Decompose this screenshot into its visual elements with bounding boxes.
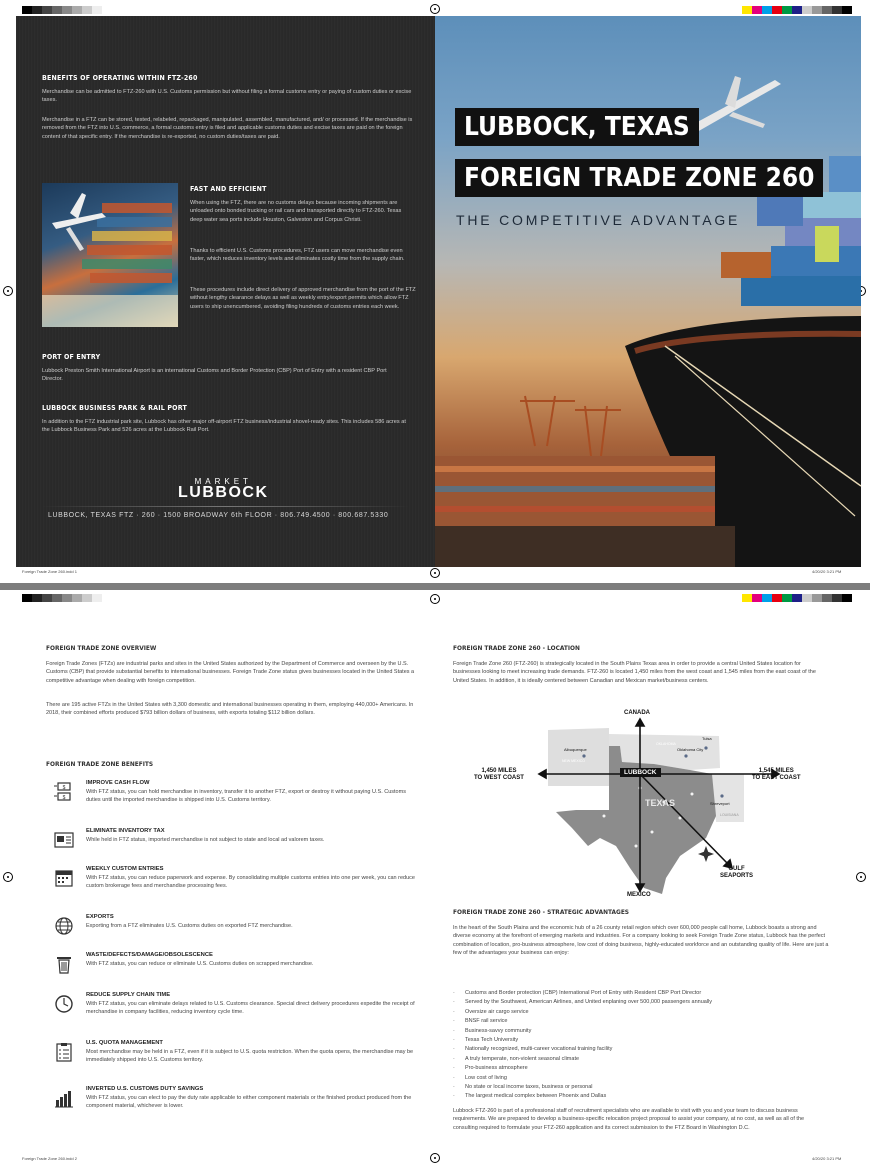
calendar-icon bbox=[54, 868, 74, 888]
registration-mark-icon bbox=[856, 872, 866, 882]
benefit-title: WEEKLY CUSTOM ENTRIES bbox=[86, 866, 164, 872]
benefit-item bbox=[54, 866, 414, 896]
benefit-item bbox=[54, 828, 414, 858]
clipboard-icon bbox=[54, 1042, 74, 1062]
advantage-item: · A truly temperate, non-violent seasonal climate bbox=[453, 1055, 833, 1064]
west-coast-label: 1,450 MILES TO WEST COAST bbox=[474, 768, 524, 781]
benefit-text: With FTZ status, you can eliminate delays related to U.S. Customs clearance. Special direct delivery procedures expedite the receipt of merchandise in company facilities, reducing inventory cycle time. bbox=[86, 1001, 415, 1016]
registration-mark-icon bbox=[430, 568, 440, 578]
brochure-inside-spread bbox=[0, 590, 870, 1165]
benefit-text: With FTZ status, you can reduce paperwork and expense. By consolidating multiple customs entries into one per week, you can reduce custom brokerage fees and merchandise processing fees. bbox=[86, 875, 415, 890]
location-map bbox=[444, 710, 824, 908]
registration-mark-icon bbox=[430, 1153, 440, 1163]
cover-tagline: THE COMPETITIVE ADVANTAGE bbox=[456, 212, 741, 228]
gulf-seaports-label: GULF SEAPORTS bbox=[720, 866, 754, 879]
registration-mark-icon bbox=[430, 594, 440, 604]
benefit-title: IMPROVE CASH FLOW bbox=[86, 780, 150, 786]
advantage-item: · Served by the Southwest, American Airlines, and United enplaning over 500,000 passengers annually bbox=[453, 998, 833, 1007]
texas-label: TEXAS bbox=[645, 798, 676, 808]
advantage-item: · Customs and Border protection (CBP) International Port of Entry with Resident CBP Port Director bbox=[453, 989, 833, 998]
region-label-oklahoma: OKLAHOMA bbox=[656, 742, 676, 746]
port-of-entry-heading: PORT OF ENTRY bbox=[42, 353, 101, 361]
city-label-oklahoma-city: Oklahoma City bbox=[677, 747, 704, 752]
city-label-albuquerque: Albuquerque bbox=[564, 747, 587, 752]
advantage-item: · Oversize air cargo service bbox=[453, 1008, 833, 1017]
lubbock-marker: LUBBOCK bbox=[620, 768, 661, 777]
city-label-tulsa: Tulsa bbox=[702, 736, 712, 741]
print-slug-file: Foreign Trade Zone 260.indd 2 bbox=[22, 1156, 77, 1161]
strategic-heading: FOREIGN TRADE ZONE 260 - STRATEGIC ADVANTAGES bbox=[453, 908, 630, 916]
grayscale-color-bar bbox=[22, 594, 102, 604]
overview-heading: FOREIGN TRADE ZONE OVERVIEW bbox=[46, 644, 157, 652]
advantage-item: · Nationally recognized, multi-career vocational training facility bbox=[453, 1045, 833, 1054]
benefit-text: While held in FTZ status, imported merchandise is not subject to state and local ad valorem taxes. bbox=[86, 837, 325, 843]
advantage-item: · BNSF rail service bbox=[453, 1017, 833, 1026]
clock-icon bbox=[54, 994, 74, 1014]
cover-title-line-1: LUBBOCK, TEXAS bbox=[455, 108, 699, 146]
spread-area bbox=[16, 16, 861, 567]
contact-line: LUBBOCK, TEXAS FTZ · 260 · 1500 BROADWAY 6th FLOOR · 806.749.4500 · 800.687.5330 bbox=[48, 512, 389, 519]
advantage-item: · Texas Tech University bbox=[453, 1036, 833, 1045]
benefits-heading: BENEFITS OF OPERATING WITHIN FTZ-260 bbox=[42, 74, 198, 82]
cmyk-color-bar bbox=[742, 6, 852, 16]
benefit-text: With FTZ status, you can reduce or eliminate U.S. Customs duties on scrapped merchandise. bbox=[86, 961, 314, 967]
business-park-heading: LUBBOCK BUSINESS PARK & RAIL PORT bbox=[42, 404, 187, 412]
advantages-list bbox=[453, 989, 833, 1102]
registration-mark-icon bbox=[3, 286, 13, 296]
city-label-shreveport: Shreveport bbox=[710, 801, 730, 806]
advantage-item: · Low cost of living bbox=[453, 1074, 833, 1083]
benefit-title: U.S. QUOTA MANAGEMENT bbox=[86, 1040, 163, 1046]
airplane-icon bbox=[690, 76, 781, 132]
closing-paragraph: Lubbock FTZ-260 is part of a professional staff of recruitment specialists who are available to visit with you and your team to discuss business requirements. We are prepared to develop a business-specific relocation project proposal to assist your company, at no cost, as well as all of the consulting required to formulate your FTZ-260 application and its correct submission to the FTZ Board in Washington D.C. bbox=[453, 1108, 805, 1131]
benefit-title: WASTE/DEFECTS/DAMAGE/OBSOLESCENCE bbox=[86, 952, 213, 958]
benefits-paragraph-2: Merchandise in a FTZ can be stored, tested, relabeled, repackaged, manipulated, assembled, manufactured, and/ or processed. If the merchandise is removed from the FTZ into U.S. commerce, a formal customs entry is filed and applicable customs duties and excise taxes are paid on the foreign content of that specific entry. If the merchandise is re-exported, no custom duties/taxes are paid. bbox=[42, 117, 413, 140]
back-panel bbox=[16, 16, 435, 567]
overview-paragraph-1: Foreign Trade Zones (FTZs) are industrial parks and sites in the United States authorized by the Department of Commerce and overseen by the U.S. Customs (CBP) that provide substantial benefits to international businesses. Foreign Trade Zone status gives businesses located in the United States a competitive advantage when dealing with foreign competition. bbox=[46, 661, 415, 684]
region-label-louisiana: LOUISIANA bbox=[720, 813, 739, 817]
cover-title-line-2: FOREIGN TRADE ZONE 260 bbox=[455, 159, 823, 197]
overview-paragraph-2: There are 195 active FTZs in the United States with 3,300 domestic and international businesses operating in them, employing 440,000+ Americans. In 2018, their combined efforts produced $793 billion dollars of business, with exports totaling $112 billion dollars. bbox=[46, 702, 414, 717]
benefit-text: Most merchandise may be held in a FTZ, even if it is subject to U.S. quota restriction. When the quota opens, the merchandise may be immediately shipped into U.S. Customs territory. bbox=[86, 1049, 414, 1064]
trash-icon bbox=[54, 954, 74, 974]
strategic-paragraph: In the heart of the South Plains and the economic hub of a 26 county retail region which over 600,000 people call home, Lubbock boasts a strong and diverse economy at the forefront of emerging markets and industries. For a company looking to seek Foreign Trade Zone status, Lubbock has the perfect combination of location, pro-business atmosphere, low cost of doing business, highly-educated workforce and an outstanding quality of life. Here are just a few of the advantages your business can enjoy: bbox=[453, 925, 829, 956]
fast-paragraph-2: Thanks to efficient U.S. Customs procedures, FTZ users can move merchandise even faster, which reduces inventory levels and eliminates costly time from the supply chain. bbox=[190, 248, 405, 263]
benefit-item bbox=[54, 1040, 414, 1070]
registration-mark-icon bbox=[430, 4, 440, 14]
benefit-title: INVERTED U.S. CUSTOMS DUTY SAVINGS bbox=[86, 1086, 204, 1092]
inside-spread-area bbox=[14, 604, 856, 1151]
cargo-ship-airplane-image bbox=[42, 183, 178, 327]
canada-label: CANADA bbox=[624, 710, 650, 716]
benefit-item bbox=[54, 952, 414, 982]
benefit-item bbox=[54, 780, 414, 810]
advantage-item: · Business-savvy community bbox=[453, 1027, 833, 1036]
front-cover bbox=[435, 16, 861, 567]
registration-mark-icon bbox=[3, 872, 13, 882]
advantage-item: · Pro-business atmosphere bbox=[453, 1064, 833, 1073]
benefit-item bbox=[54, 1086, 414, 1116]
mexico-label: MEXICO bbox=[627, 892, 651, 898]
svg-text:$: $ bbox=[62, 785, 66, 791]
advantage-item: · The largest medical complex between Phoenix and Dallas bbox=[453, 1092, 833, 1101]
grayscale-color-bar bbox=[22, 6, 102, 16]
print-slug-date: 4/20/20 3:21 PM bbox=[812, 569, 842, 574]
benefits-paragraph-1: Merchandise can be admitted to FTZ-260 with U.S. Customs permission but without filing a formal customs entry or paying of custom duties or excise taxes. bbox=[42, 89, 412, 104]
tax-icon bbox=[54, 830, 74, 850]
benefit-title: REDUCE SUPPLY CHAIN TIME bbox=[86, 992, 171, 998]
port-paragraph: Lubbock Preston Smith International Airport is an international Customs and Border Protection (CBP) Port of Entry with a resident CBP Port Director. bbox=[42, 368, 387, 383]
business-park-paragraph: In addition to the FTZ industrial park site, Lubbock has other major off-airport FTZ business/industrial shovel-ready sites. This includes 586 acres at the Lubbock Business Park and 526 acres at the Lubbock Rail Port. bbox=[42, 419, 406, 434]
benefit-title: EXPORTS bbox=[86, 914, 114, 920]
fast-paragraph-3: These procedures include direct delivery of approved merchandise from the port of the FTZ without lengthy clearance delays as well as weekly entry/export permits which allow FTZ users to ship unencumbered, avoiding filing hundreds of customs entries each week. bbox=[190, 287, 416, 310]
benefit-text: Exporting from a FTZ eliminates U.S. Customs duties on exported FTZ merchandise. bbox=[86, 923, 293, 929]
region-label-new-mexico: NEW MEXICO bbox=[562, 759, 585, 763]
east-coast-label: 1,545 MILES TO EAST COAST bbox=[752, 768, 801, 781]
svg-text:$: $ bbox=[62, 795, 66, 801]
fast-efficient-heading: FAST AND EFFICIENT bbox=[190, 185, 267, 193]
benefits-heading: FOREIGN TRADE ZONE BENEFITS bbox=[46, 760, 154, 768]
globe-icon bbox=[54, 916, 74, 936]
cmyk-color-bar bbox=[742, 594, 852, 604]
benefit-title: ELIMINATE INVENTORY TAX bbox=[86, 828, 165, 834]
location-heading: FOREIGN TRADE ZONE 260 - LOCATION bbox=[453, 644, 580, 652]
benefit-text: With FTZ status, you can hold merchandise in inventory, transfer it to another FTZ, export or destroy it without paying U.S. Customs duties until the imported merchandise is shipped into U.S. Customs territory. bbox=[86, 789, 406, 804]
print-slug-date: 4/20/20 3:21 PM bbox=[812, 1156, 842, 1161]
cash-flow-icon bbox=[54, 782, 74, 802]
print-slug-file: Foreign Trade Zone 260.indd 1 bbox=[22, 569, 77, 574]
cover-photo-illustration bbox=[435, 16, 861, 567]
footer-divider bbox=[42, 506, 409, 507]
market-lubbock-logo: MARKET LUBBOCK bbox=[178, 477, 269, 501]
benefit-item bbox=[54, 914, 414, 944]
location-paragraph: Foreign Trade Zone 260 (FTZ-260) is strategically located in the South Plains Texas area in order to provide a central United States location for businesses looking to meet increasing trade demands. FTZ-260 is located 1,450 miles from the west coast and 1,545 miles from the east coast of the United States. In addition, it is ideally centered between Canadian and Mexican market/business centers. bbox=[453, 661, 816, 684]
benefit-item bbox=[54, 992, 414, 1022]
benefit-text: With FTZ status, you can elect to pay the duty rate applicable to either component materials or the finished product produced from the component material, whichever is lower. bbox=[86, 1095, 412, 1110]
advantage-item: · No state or local income taxes, business or personal bbox=[453, 1083, 833, 1092]
fast-paragraph-1: When using the FTZ, there are no customs delays because incoming shipments are unloaded onto bonded trucking or rail cars and transported directly to FTZ-260. Texas deep water sea ports include Houston, Galveston and Corpus Christi. bbox=[190, 200, 402, 223]
compass-icon bbox=[698, 846, 714, 862]
bar-chart-icon bbox=[54, 1088, 74, 1108]
